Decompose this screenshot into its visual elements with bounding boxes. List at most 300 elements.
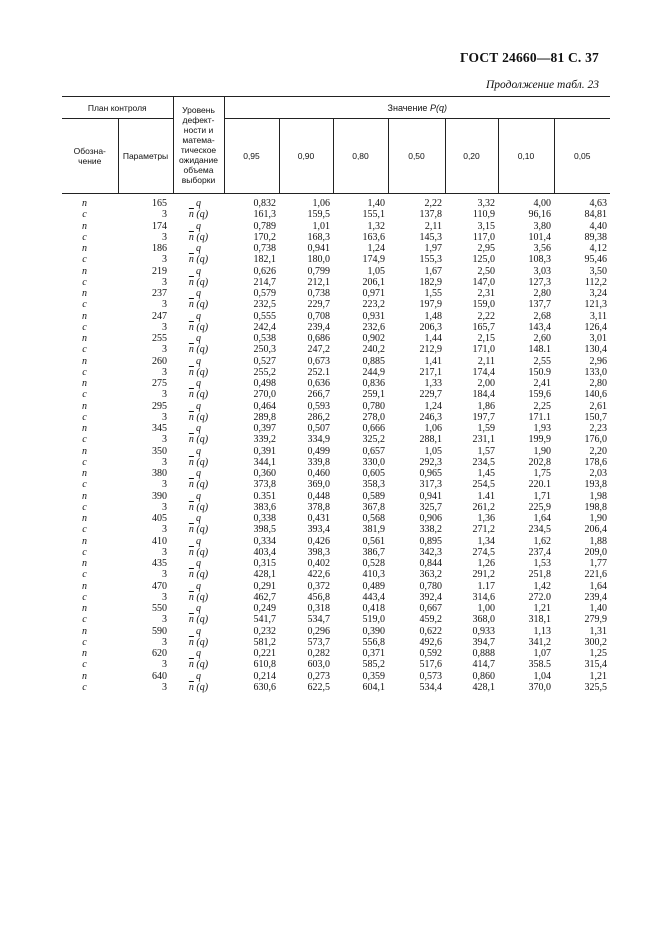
cell-symbol: c — [82, 321, 87, 333]
cell-symbol: n — [82, 198, 87, 209]
cell-value: 1,00 — [477, 603, 495, 614]
table-row — [62, 513, 610, 524]
cell-value: 1,25 — [589, 648, 607, 659]
cell-value: 206,4 — [584, 524, 607, 536]
cell-value: 383,6 — [253, 501, 276, 513]
header-symbol: Обозна-чение — [62, 119, 118, 194]
cell-symbol: n — [82, 468, 87, 479]
cell-value: 0,371 — [362, 648, 385, 659]
table-row — [62, 648, 610, 659]
cell-value: 1,90 — [533, 445, 551, 457]
table-row — [62, 344, 610, 355]
cell-value: 279,9 — [584, 614, 607, 626]
cell-value: 0,686 — [307, 333, 330, 344]
cell-symbol: c — [82, 546, 87, 558]
cell-value: 246,3 — [419, 411, 442, 423]
cell-value: 2,23 — [589, 423, 607, 434]
cell-symbol: c — [82, 209, 87, 221]
cell-value: 165,7 — [472, 321, 495, 333]
cell-symbol: c — [82, 411, 87, 423]
cell-value: 3,03 — [533, 265, 551, 277]
cell-value: 1,34 — [477, 535, 495, 547]
cell-value: 0,593 — [307, 400, 330, 412]
cell-level: $\overline{n}$ (q) — [188, 344, 209, 356]
cell-level: q — [196, 288, 201, 299]
cell-value: 147,0 — [472, 276, 495, 288]
cell-value: 373,8 — [253, 479, 276, 491]
cell-value: 341,2 — [528, 636, 551, 648]
cell-level: $\overline{n}$ (q) — [188, 366, 209, 378]
cell-value: 1,97 — [424, 243, 442, 254]
cell-symbol: n — [82, 243, 87, 254]
table-row — [62, 254, 610, 265]
cell-level: $\overline{n}$ (q) — [188, 434, 209, 446]
cell-value: 0,622 — [419, 625, 442, 637]
cell-value: 255,2 — [253, 366, 276, 378]
cell-param: 3 — [162, 254, 167, 266]
cell-value: 3,32 — [477, 198, 495, 209]
cell-value: 143,4 — [528, 321, 551, 333]
cell-value: 2,22 — [424, 198, 442, 209]
cell-value: 0,555 — [253, 310, 276, 322]
cell-value: 217,1 — [419, 366, 442, 378]
table-row — [62, 569, 610, 580]
cell-value: 0,844 — [419, 558, 442, 569]
cell-param: 165 — [152, 198, 167, 209]
cell-param: 3 — [162, 479, 167, 491]
cell-value: 110,9 — [472, 209, 495, 221]
cell-param: 295 — [152, 400, 167, 412]
cell-param: 237 — [152, 288, 167, 299]
cell-value: 462,7 — [253, 591, 276, 603]
cell-symbol: n — [82, 355, 87, 367]
table-row — [62, 614, 610, 625]
cell-param: 350 — [152, 445, 167, 457]
cell-value: 0,780 — [362, 400, 385, 412]
cell-symbol: n — [82, 558, 87, 569]
cell-value: 339,2 — [253, 434, 276, 446]
cell-param: 380 — [152, 468, 167, 479]
cell-symbol: c — [82, 614, 87, 626]
cell-value: 2,55 — [533, 355, 551, 367]
cell-value: 398,5 — [253, 524, 276, 536]
cell-symbol: c — [82, 659, 87, 671]
cell-value: 604,1 — [362, 681, 385, 693]
cell-param: 620 — [152, 648, 167, 659]
table-row — [62, 232, 610, 243]
header-p-value: 0,95 — [224, 119, 279, 194]
cell-symbol: n — [82, 265, 87, 277]
cell-value: 291,2 — [472, 569, 495, 581]
cell-symbol: n — [82, 603, 87, 614]
cell-value: 206,1 — [362, 276, 385, 288]
cell-level: q — [196, 378, 201, 389]
cell-param: 3 — [162, 321, 167, 333]
cell-symbol: n — [82, 220, 87, 232]
cell-value: 1,67 — [424, 265, 442, 277]
cell-value: 1,26 — [477, 558, 495, 569]
cell-value: 178,6 — [584, 456, 607, 468]
cell-level: $\overline{n}$ (q) — [188, 299, 209, 311]
cell-value: 0,448 — [307, 490, 330, 502]
cell-symbol: n — [82, 378, 87, 389]
cell-level: $\overline{n}$ (q) — [188, 591, 209, 603]
cell-value: 242,4 — [253, 321, 276, 333]
table-row — [62, 671, 610, 682]
cell-value: 140,6 — [584, 389, 607, 401]
cell-symbol: n — [82, 333, 87, 344]
cell-value: 0,499 — [307, 445, 330, 457]
cell-value: 0,426 — [307, 535, 330, 547]
cell-value: 0,489 — [362, 580, 385, 592]
cell-value: 0,965 — [419, 468, 442, 479]
cell-level: q — [196, 648, 201, 659]
cell-value: 422,6 — [307, 569, 330, 581]
table-row — [62, 626, 610, 637]
cell-value: 410,3 — [362, 569, 385, 581]
cell-value: 1,05 — [424, 445, 442, 457]
cell-value: 0,579 — [253, 288, 276, 299]
cell-value: 1,53 — [533, 558, 551, 569]
cell-value: 330,0 — [362, 456, 385, 468]
cell-value: 126,4 — [584, 321, 607, 333]
cell-value: 1,40 — [367, 198, 385, 209]
cell-value: 403,4 — [253, 546, 276, 558]
cell-value: 0,738 — [253, 243, 276, 254]
cell-value: 4,63 — [589, 198, 607, 209]
cell-value: 1,71 — [533, 490, 551, 502]
cell-param: 470 — [152, 580, 167, 592]
cell-value: 137,8 — [419, 209, 442, 221]
cell-value: 182,1 — [253, 254, 276, 266]
cell-value: 369,0 — [307, 479, 330, 491]
cell-value: 0,636 — [307, 378, 330, 389]
cell-value: 240,2 — [362, 344, 385, 356]
cell-symbol: c — [82, 299, 87, 311]
cell-value: 610,8 — [253, 659, 276, 671]
cell-value: 2,80 — [589, 378, 607, 389]
cell-value: 250,3 — [253, 344, 276, 356]
cell-value: 3,80 — [533, 220, 551, 232]
cell-value: 220.1 — [528, 479, 551, 491]
table-row — [62, 558, 610, 569]
cell-value: 155,1 — [362, 209, 385, 221]
cell-value: 193,8 — [584, 479, 607, 491]
table-continuation-label: Продолжение табл. 23 — [486, 79, 599, 91]
cell-value: 318,1 — [528, 614, 551, 626]
cell-value: 541,7 — [253, 614, 276, 626]
cell-value: 89,38 — [584, 231, 607, 243]
cell-level: $\overline{n}$ (q) — [188, 456, 209, 468]
cell-param: 390 — [152, 490, 167, 502]
cell-value: 0,971 — [362, 288, 385, 299]
cell-value: 0,860 — [472, 670, 495, 682]
cell-value: 0,221 — [253, 648, 276, 659]
table-row — [62, 266, 610, 277]
cell-level: q — [196, 535, 201, 547]
table-body — [62, 194, 610, 694]
cell-param: 275 — [152, 378, 167, 389]
cell-value: 0,338 — [253, 513, 276, 524]
cell-value: 112,2 — [584, 276, 607, 288]
table-row — [62, 423, 610, 434]
cell-value: 234,5 — [472, 456, 495, 468]
cell-value: 2,03 — [589, 468, 607, 479]
table-row — [62, 682, 610, 693]
table-row — [62, 603, 610, 614]
cell-value: 223,2 — [362, 299, 385, 311]
table-row — [62, 333, 610, 344]
cell-value: 168,3 — [307, 231, 330, 243]
cell-value: 274,5 — [472, 546, 495, 558]
cell-value: 2,95 — [477, 243, 495, 254]
cell-param: 640 — [152, 670, 167, 682]
cell-value: 338,2 — [419, 524, 442, 536]
cell-level: $\overline{n}$ (q) — [188, 636, 209, 648]
cell-value: 229,7 — [419, 389, 442, 401]
header-p-value: 0,20 — [445, 119, 498, 194]
cell-value: 4,40 — [589, 220, 607, 232]
cell-symbol: c — [82, 434, 87, 446]
cell-value: 0,568 — [362, 513, 385, 524]
cell-symbol: n — [82, 423, 87, 434]
cell-value: 0,527 — [253, 355, 276, 367]
cell-value: 212,9 — [419, 344, 442, 356]
cell-level: q — [196, 445, 201, 457]
cell-value: 0,431 — [307, 513, 330, 524]
cell-value: 0,232 — [253, 625, 276, 637]
cell-param: 255 — [152, 333, 167, 344]
cell-value: 381,9 — [362, 524, 385, 536]
cell-level: $\overline{n}$ (q) — [188, 389, 209, 401]
cell-param: 405 — [152, 513, 167, 524]
cell-value: 0,667 — [419, 603, 442, 614]
cell-value: 231,1 — [472, 434, 495, 446]
cell-param: 3 — [162, 411, 167, 423]
table-row — [62, 322, 610, 333]
cell-param: 3 — [162, 636, 167, 648]
cell-value: 174,4 — [472, 366, 495, 378]
table-row — [62, 356, 610, 367]
cell-symbol: c — [82, 254, 87, 266]
cell-value: 0,895 — [419, 535, 442, 547]
cell-value: 0,931 — [362, 310, 385, 322]
cell-value: 0,390 — [362, 625, 385, 637]
cell-level: $\overline{n}$ (q) — [188, 614, 209, 626]
cell-symbol: n — [82, 513, 87, 524]
cell-value: 334,9 — [307, 434, 330, 446]
table-row — [62, 446, 610, 457]
cell-value: 163,6 — [362, 231, 385, 243]
cell-value: 259,1 — [362, 389, 385, 401]
cell-value: 0,799 — [307, 265, 330, 277]
cell-value: 1,07 — [533, 648, 551, 659]
cell-symbol: c — [82, 569, 87, 581]
cell-value: 1,42 — [533, 580, 551, 592]
cell-param: 3 — [162, 299, 167, 311]
cell-value: 0,832 — [253, 198, 276, 209]
cell-level: $\overline{n}$ (q) — [188, 276, 209, 288]
cell-value: 1,88 — [589, 535, 607, 547]
cell-param: 3 — [162, 209, 167, 221]
table-row — [62, 299, 610, 310]
cell-value: 0,626 — [253, 265, 276, 277]
cell-value: 1,44 — [424, 333, 442, 344]
cell-value: 456,8 — [307, 591, 330, 603]
cell-symbol: c — [82, 276, 87, 288]
cell-value: 130,4 — [584, 344, 607, 356]
cell-symbol: c — [82, 389, 87, 401]
cell-value: 2,15 — [477, 333, 495, 344]
cell-value: 0,673 — [307, 355, 330, 367]
table-row — [62, 637, 610, 648]
cell-level: $\overline{n}$ (q) — [188, 479, 209, 491]
cell-value: 363,2 — [419, 569, 442, 581]
cell-value: 0,589 — [362, 490, 385, 502]
cell-level: q — [196, 198, 201, 209]
cell-value: 1,04 — [533, 670, 551, 682]
cell-level: $\overline{n}$ (q) — [188, 524, 209, 536]
cell-value: 3,50 — [589, 265, 607, 277]
cell-value: 199,9 — [528, 434, 551, 446]
cell-value: 1,41 — [424, 355, 442, 367]
table-row — [62, 209, 610, 220]
cell-value: 0,836 — [362, 378, 385, 389]
cell-value: 2,22 — [477, 310, 495, 322]
cell-value: 2,60 — [533, 333, 551, 344]
table-row — [62, 581, 610, 592]
cell-value: 197,7 — [472, 411, 495, 423]
table-row — [62, 401, 610, 412]
table-row — [62, 592, 610, 603]
cell-value: 0,738 — [307, 288, 330, 299]
cell-param: 186 — [152, 243, 167, 254]
cell-symbol: c — [82, 636, 87, 648]
cell-level: q — [196, 603, 201, 614]
cell-value: 428,1 — [472, 681, 495, 693]
table-row — [62, 288, 610, 299]
cell-value: 270,0 — [253, 389, 276, 401]
cell-value: 1,98 — [589, 490, 607, 502]
cell-value: 3,24 — [589, 288, 607, 299]
cell-value: 1,64 — [533, 513, 551, 524]
table-row — [62, 457, 610, 468]
cell-value: 209,0 — [584, 546, 607, 558]
table-row — [62, 221, 610, 232]
cell-value: 1,57 — [477, 445, 495, 457]
cell-param: 3 — [162, 501, 167, 513]
cell-value: 232,6 — [362, 321, 385, 333]
cell-level: q — [196, 220, 201, 232]
cell-value: 1.41 — [477, 490, 495, 502]
cell-value: 342,3 — [419, 546, 442, 558]
cell-value: 2,31 — [477, 288, 495, 299]
cell-param: 3 — [162, 524, 167, 536]
cell-value: 344,1 — [253, 456, 276, 468]
cell-value: 1,48 — [424, 310, 442, 322]
cell-value: 155,3 — [419, 254, 442, 266]
cell-value: 214,7 — [253, 276, 276, 288]
cell-symbol: n — [82, 580, 87, 592]
cell-param: 3 — [162, 456, 167, 468]
table-row — [62, 524, 610, 535]
cell-param: 3 — [162, 366, 167, 378]
cell-value: 133,0 — [584, 366, 607, 378]
cell-value: 137,7 — [528, 299, 551, 311]
cell-value: 314,6 — [472, 591, 495, 603]
cell-value: 0,296 — [307, 625, 330, 637]
cell-value: 325,5 — [584, 681, 607, 693]
cell-value: 1,55 — [424, 288, 442, 299]
cell-value: 0,780 — [419, 580, 442, 592]
cell-value: 1,59 — [477, 423, 495, 434]
cell-value: 161,3 — [253, 209, 276, 221]
cell-value: 300,2 — [584, 636, 607, 648]
cell-level: q — [196, 333, 201, 344]
cell-value: 145,3 — [419, 231, 442, 243]
cell-value: 1,77 — [589, 558, 607, 569]
cell-value: 325,7 — [419, 501, 442, 513]
cell-value: 1,45 — [477, 468, 495, 479]
cell-symbol: c — [82, 344, 87, 356]
cell-value: 84,81 — [584, 209, 607, 221]
table-row — [62, 536, 610, 547]
cell-value: 2,41 — [533, 378, 551, 389]
cell-value: 2,80 — [533, 288, 551, 299]
cell-param: 3 — [162, 276, 167, 288]
cell-value: 125,0 — [472, 254, 495, 266]
cell-value: 171.1 — [528, 411, 551, 423]
cell-param: 260 — [152, 355, 167, 367]
cell-value: 0,273 — [307, 670, 330, 682]
cell-value: 370,0 — [528, 681, 551, 693]
cell-level: $\overline{n}$ (q) — [188, 569, 209, 581]
cell-value: 0,249 — [253, 603, 276, 614]
cell-value: 378,8 — [307, 501, 330, 513]
cell-symbol: c — [82, 591, 87, 603]
cell-level: q — [196, 423, 201, 434]
cell-level: q — [196, 580, 201, 592]
cell-level: $\overline{n}$ (q) — [188, 231, 209, 243]
cell-param: 3 — [162, 681, 167, 693]
cell-value: 289,8 — [253, 411, 276, 423]
cell-value: 339,8 — [307, 456, 330, 468]
cell-value: 0,538 — [253, 333, 276, 344]
cell-value: 2,96 — [589, 355, 607, 367]
cell-value: 212,1 — [307, 276, 330, 288]
cell-value: 1,24 — [424, 400, 442, 412]
cell-value: 0,291 — [253, 580, 276, 592]
cell-symbol: n — [82, 490, 87, 502]
cell-level: $\overline{n}$ (q) — [188, 501, 209, 513]
cell-value: 2,25 — [533, 400, 551, 412]
cell-value: 237,4 — [528, 546, 551, 558]
cell-value: 1,13 — [533, 625, 551, 637]
cell-value: 393,4 — [307, 524, 330, 536]
cell-value: 368,0 — [472, 614, 495, 626]
cell-value: 0,360 — [253, 468, 276, 479]
cell-value: 0,933 — [472, 625, 495, 637]
cell-value: 0,708 — [307, 310, 330, 322]
cell-value: 159,6 — [528, 389, 551, 401]
cell-value: 2,11 — [477, 355, 495, 367]
header-p-value: 0,10 — [498, 119, 554, 194]
cell-value: 0,528 — [362, 558, 385, 569]
cell-value: 184,4 — [472, 389, 495, 401]
cell-level: $\overline{n}$ (q) — [188, 546, 209, 558]
cell-param: 435 — [152, 558, 167, 569]
cell-value: 101,4 — [528, 231, 551, 243]
